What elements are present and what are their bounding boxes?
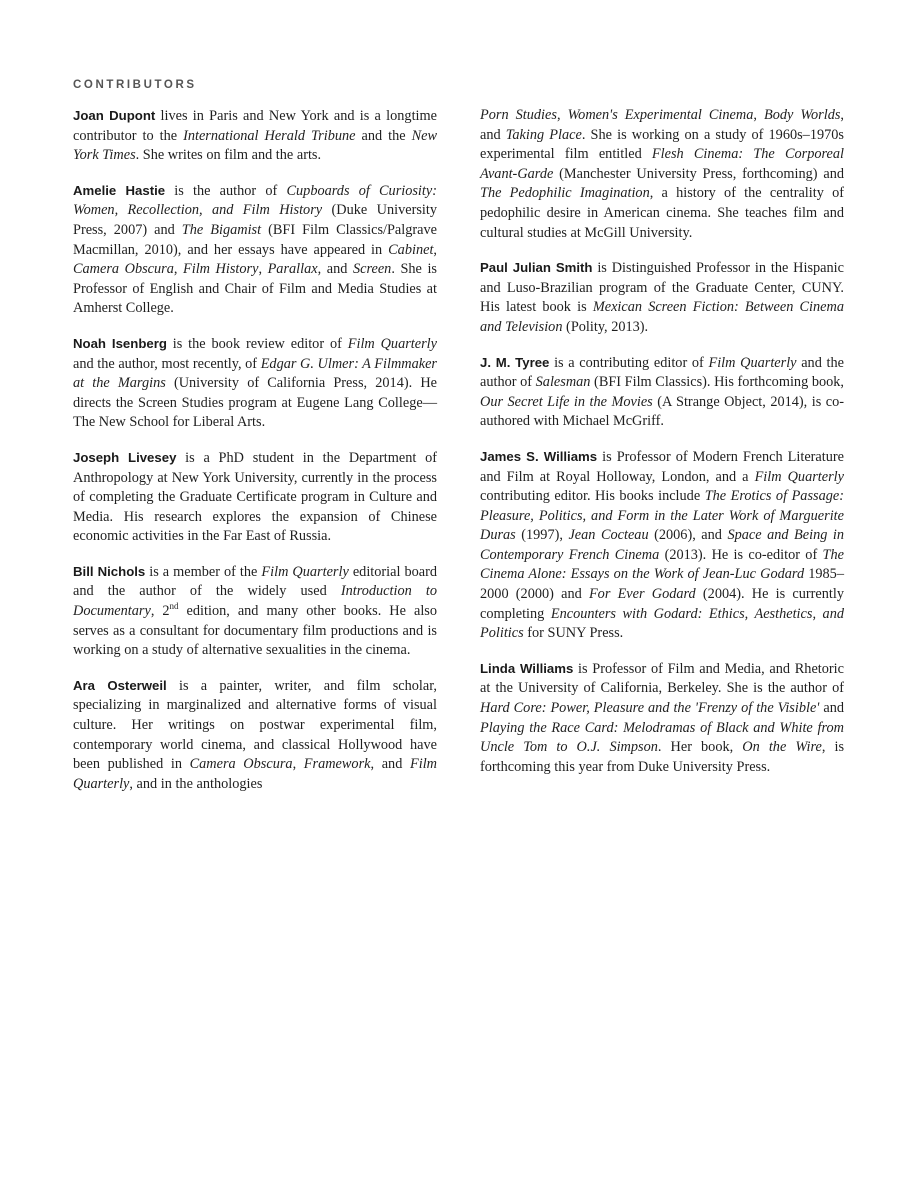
italic-title: New York Times [73,127,437,164]
bio-text: is a member of the [145,563,262,580]
bio-text: . She is working on a study of 1960s–1970s experimental film entitled [480,126,844,163]
contributor-bio [480,447,844,644]
bio-text: (2006), and [648,527,728,544]
bio-text: is a PhD student in the Department of Anthropology at New York University, currently in the process of completing the Graduate Certificate program in Culture and Media. His research explores the expansion of Chinese economic activities in the Far East of Russia. [73,449,437,545]
contributor-bio [480,258,844,337]
bio-text: (University of California Press, 2014). He directs the Screen Studies program at Eugene Lang College—The New School for Liberal Arts. [73,375,437,431]
bio-text: (Manchester University Press, forthcoming) and [553,165,844,182]
section-heading: CONTRIBUTORS [73,79,197,91]
bio-text: is the author of [165,182,287,199]
bio-text: is a painter, writer, and film scholar, specializing in marginalized and alternative forms of visual culture. Her writings on postwar experimental film, contemporary world cinema, and classical Hollywood have been published in [73,677,437,773]
right-column [480,106,844,792]
contributor-name: Ara Osterweil [73,677,167,693]
bio-text: (Duke University Press, 2007) and [73,202,437,238]
bio-text: editorial board and the author of the widely used [73,563,438,600]
bio-text: (1997), [515,527,569,544]
bio-text: edition, and many other books. He also serves as a consultant for documentary film productions and is working on a study of alternative sexualities in the cinema. [73,603,438,659]
italic-title: The Cinema Alone: Essays on the Work of Jean-Luc Godard [480,546,844,583]
italic-title: Film Quarterly [261,563,349,580]
contributor-name: Paul Julian Smith [480,260,593,276]
left-column [73,106,437,809]
bio-text: (Polity, 2013). [562,318,649,335]
italic-title: Introduction to Documentary [73,583,437,620]
bio-text: (2013). He is co-editor of [659,546,823,563]
bio-text: is Distinguished Professor in the Hispanic and Luso-Brazilian program of the Graduate Center, CUNY. His latest book is [480,260,844,316]
bio-text: and the [355,127,412,144]
italic-title: Encounters with Godard: Ethics, Aesthetics, and Politics [480,605,844,642]
bio-text: , a history of the centrality of pedophilic desire in American cinema. She teaches film and cultural studies at McGill University. [480,185,844,241]
contributor-name: J. M. Tyree [480,354,550,370]
italic-title: Jean Cocteau [568,527,649,544]
bio-text: is Professor of Film and Media, and Rhetoric at the University of California, Berkeley. She is the author of [480,660,844,697]
contributor-bio [480,659,844,778]
italic-title: Framework [303,756,371,773]
contributor-name: Joseph Livesey [73,449,177,465]
italic-title: The Pedophilic Imagination [480,185,650,202]
contributor-name: Amelie Hastie [73,182,166,198]
bio-text: . She writes on film and the arts. [135,147,322,164]
bio-text: , [753,107,764,123]
italic-title: Camera Obscura [189,756,293,773]
contributor-name: Bill Nichols [73,563,146,579]
italic-title: On the Wire [742,739,822,756]
bio-text: lives in Paris and New York and is a longtime contributor to the [73,108,437,144]
bio-text: , [173,261,183,278]
contributor-bio [73,676,437,795]
italic-title: Parallax [267,261,318,278]
italic-title: Edgar G. Ulmer: A Filmmaker at the Margins [73,355,437,392]
italic-title: Film Quarterly [73,756,437,792]
italic-title: Mexican Screen Fiction: Between Cinema and Television [480,299,844,335]
contributor-bio [73,181,437,319]
italic-title: Cabinet [388,241,434,258]
bio-text: . She is Professor of English and Chair of Film and Media Studies at Amherst College. [73,261,437,317]
bio-text: , [556,107,568,123]
italic-title: Film History [183,261,259,278]
bio-text: 1985–2000 (2000) and [480,566,844,603]
contributor-bio [73,448,437,547]
bio-text: (BFI Film Classics). His forthcoming book, [590,374,844,391]
bio-text: (BFI Film Classics/Palgrave Macmillan, 2010), and her essays have appeared in [73,221,438,258]
bio-text: is the book review editor of [166,335,348,352]
bio-text: . Her book, [657,739,743,756]
bio-text: and the author, most recently, of [73,355,261,372]
italic-title: Film Quarterly [708,354,797,371]
bio-text: , 2 [150,603,170,620]
bio-text: , [292,756,304,773]
bio-text: , [258,261,268,278]
italic-title: Body Worlds [763,107,841,123]
contributor-bio [480,106,844,243]
italic-title: Salesman [535,374,591,391]
contributor-bio [480,353,844,432]
bio-text: contributing editor. His books include [480,488,705,505]
bio-text: , is forthcoming this year from Duke University Press. [480,739,845,775]
bio-text: and the author of [480,354,844,391]
italic-title: Playing the Race Card: Melodramas of Black and White from Uncle Tom to O.J. Simpson [480,719,844,756]
contributor-bio [73,106,437,166]
contributor-name: Linda Williams [480,660,574,676]
contributor-bio [73,334,437,433]
bio-text: and [819,700,845,717]
bio-text: is a contributing editor of [549,354,709,371]
superscript: nd [169,601,179,612]
italic-title: International Herald Tribune [183,127,356,144]
bio-text: (2004). He is currently completing [480,586,844,622]
bio-text: (A Strange Object, 2014), is co-authored with Michael McGriff. [480,393,844,430]
italic-title: Our Secret Life in the Movies [480,393,653,410]
italic-title: Flesh Cinema: The Corporeal Avant-Garde [480,146,844,182]
italic-title: Screen [352,261,392,278]
contributor-name: Joan Dupont [73,108,156,123]
contributor-name: James S. Williams [480,448,598,464]
italic-title: Cupboards of Curiosity: Women, Recollection, and Film History [73,182,437,219]
italic-title: Taking Place [505,126,582,143]
bio-text: for SUNY Press. [523,625,624,642]
bio-text: , and [480,107,844,143]
bio-text: , and in the anthologies [129,775,263,792]
italic-title: Camera Obscura [73,261,174,278]
italic-title: Film Quarterly [347,335,437,352]
italic-title: Women's Experimental Cinema [567,107,754,123]
bio-text: , [433,241,437,258]
italic-title: For Ever Godard [588,586,696,603]
contributor-name: Noah Isenberg [73,335,167,351]
italic-title: Film Quarterly [754,468,844,485]
bio-text: , and [317,261,353,278]
italic-title: Porn Studies [480,107,557,123]
contributor-bio [73,562,437,661]
italic-title: Hard Core: Power, Pleasure and the 'Frenzy of the Visible' [480,700,820,717]
bio-text: , and [370,756,410,773]
bio-text: is Professor of Modern French Literature and Film at Royal Holloway, London, and a [480,448,845,485]
italic-title: The Erotics of Passage: Pleasure, Politics, and Form in the Later Work of Marguerite Duras [480,488,844,544]
italic-title: Space and Being in Contemporary French Cinema [480,527,844,563]
italic-title: The Bigamist [181,221,262,238]
